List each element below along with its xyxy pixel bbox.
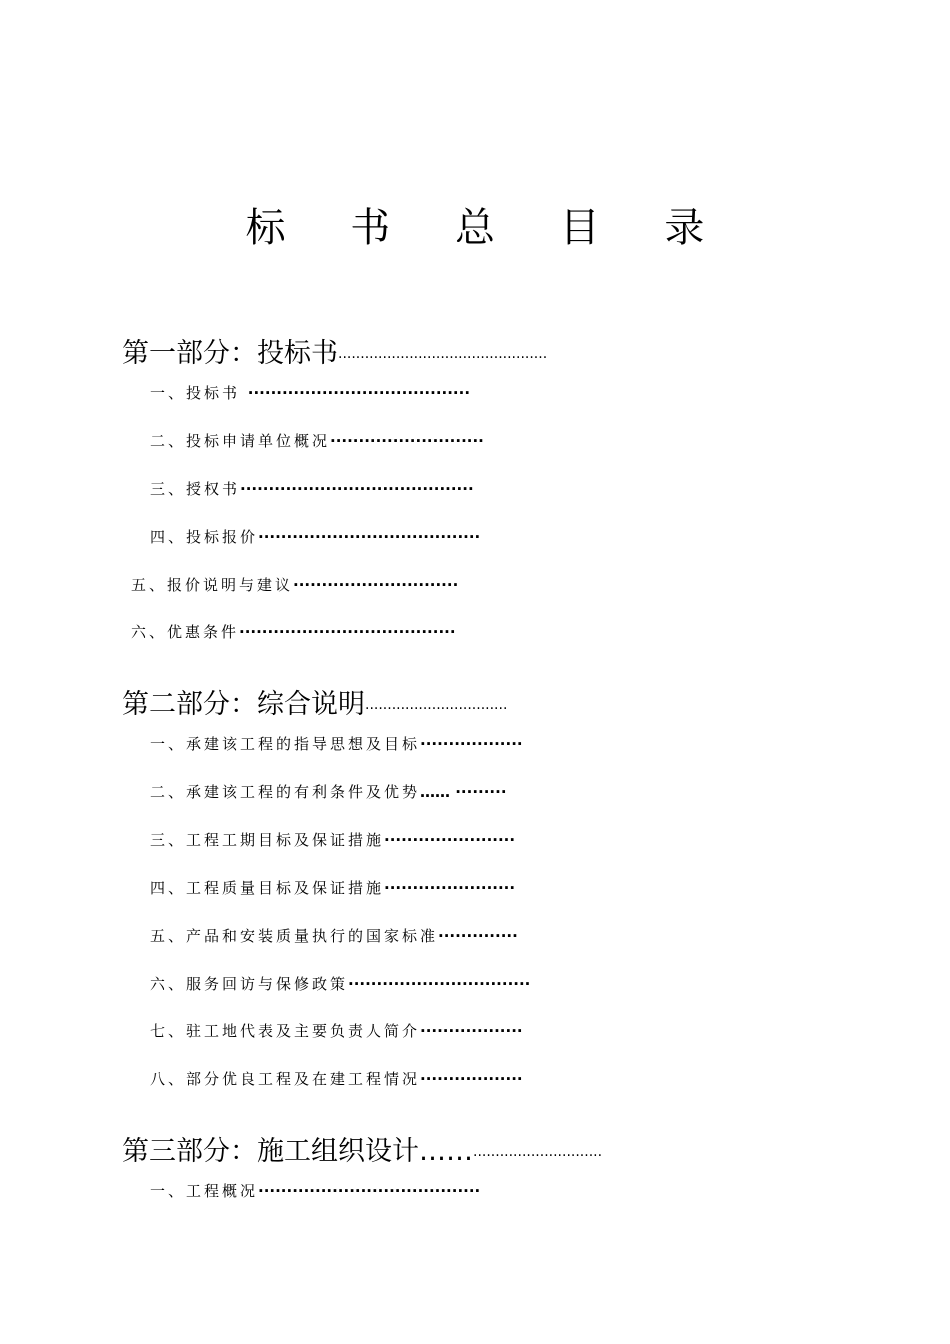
leader-dots: ··············································· <box>338 350 548 366</box>
part-heading-3 <box>122 1134 602 1174</box>
toc-item-label: 三、授权书 <box>150 480 241 498</box>
leader-dots: ······································ <box>239 623 456 641</box>
leader-dots: ······································· <box>258 528 481 546</box>
leader-dots: ······················· <box>384 831 516 849</box>
toc-item-label: 一、工程概况 <box>150 1182 259 1200</box>
toc-item-label: 六、优惠条件 <box>131 623 240 641</box>
part-heading-1 <box>122 336 547 376</box>
toc-item <box>150 877 515 899</box>
toc-item-label: 八、部分优良工程及在建工程情况 <box>150 1070 421 1088</box>
toc-item <box>150 733 523 755</box>
toc-item-label: 二、承建该工程的有利条件及优势 <box>150 783 421 801</box>
toc-item <box>150 526 480 548</box>
leader-dots: ····························· <box>293 576 459 594</box>
leader-dots: ······································· <box>258 1182 481 1200</box>
toc-item-label: 七、驻工地代表及主要负责人简介 <box>150 1022 421 1040</box>
toc-item-label: 五、产品和安装质量执行的国家标准 <box>150 927 439 945</box>
document-title: 标 书 总 目 录 <box>245 205 731 251</box>
toc-item-label: 六、服务回访与保修政策 <box>150 975 349 993</box>
toc-item <box>150 925 518 947</box>
part-heading-text: 第二部分：综合说明 <box>122 689 365 720</box>
part-heading-text: 第一部分：投标书 <box>122 338 338 369</box>
toc-item <box>150 829 515 851</box>
leader-dots: ·············· <box>438 927 518 945</box>
toc-item <box>150 1180 480 1202</box>
toc-item <box>150 1068 523 1090</box>
toc-item <box>150 781 507 803</box>
toc-item <box>131 621 456 643</box>
leader-dots: ····························· <box>473 1148 603 1164</box>
toc-item <box>150 1020 523 1042</box>
part-heading-2 <box>122 687 507 727</box>
leader-dots: ······················· <box>384 879 516 897</box>
leader-dots: ·················· <box>420 1022 523 1040</box>
toc-item-label: 四、投标报价 <box>150 528 259 546</box>
toc-item <box>150 382 470 404</box>
toc-item <box>131 574 458 596</box>
leader-dots: ·················· <box>420 735 523 753</box>
toc-item-label: 一、投标书 <box>150 384 248 402</box>
toc-item-label: 三、工程工期目标及保证措施 <box>150 831 385 849</box>
toc-item <box>150 478 474 500</box>
leader-dots: ·················· <box>420 1070 523 1088</box>
leader-dots: ··························· <box>330 432 484 450</box>
leader-dots: ········································· <box>240 480 474 498</box>
part-heading-text: 第三部分：施工组织设计…… <box>122 1136 473 1167</box>
toc-item-label: 一、承建该工程的指导思想及目标 <box>150 735 421 753</box>
leader-dots: ································ <box>348 975 531 993</box>
toc-item <box>150 973 530 995</box>
toc-item-label: 五、报价说明与建议 <box>131 576 294 594</box>
toc-item-label: 四、工程质量目标及保证措施 <box>150 879 385 897</box>
toc-item <box>150 430 484 452</box>
leader-dots: …… ········· <box>420 783 507 801</box>
toc-item-label: 二、投标申请单位概况 <box>150 432 331 450</box>
leader-dots: ······································· <box>247 384 471 402</box>
leader-dots: ································ <box>365 701 508 717</box>
